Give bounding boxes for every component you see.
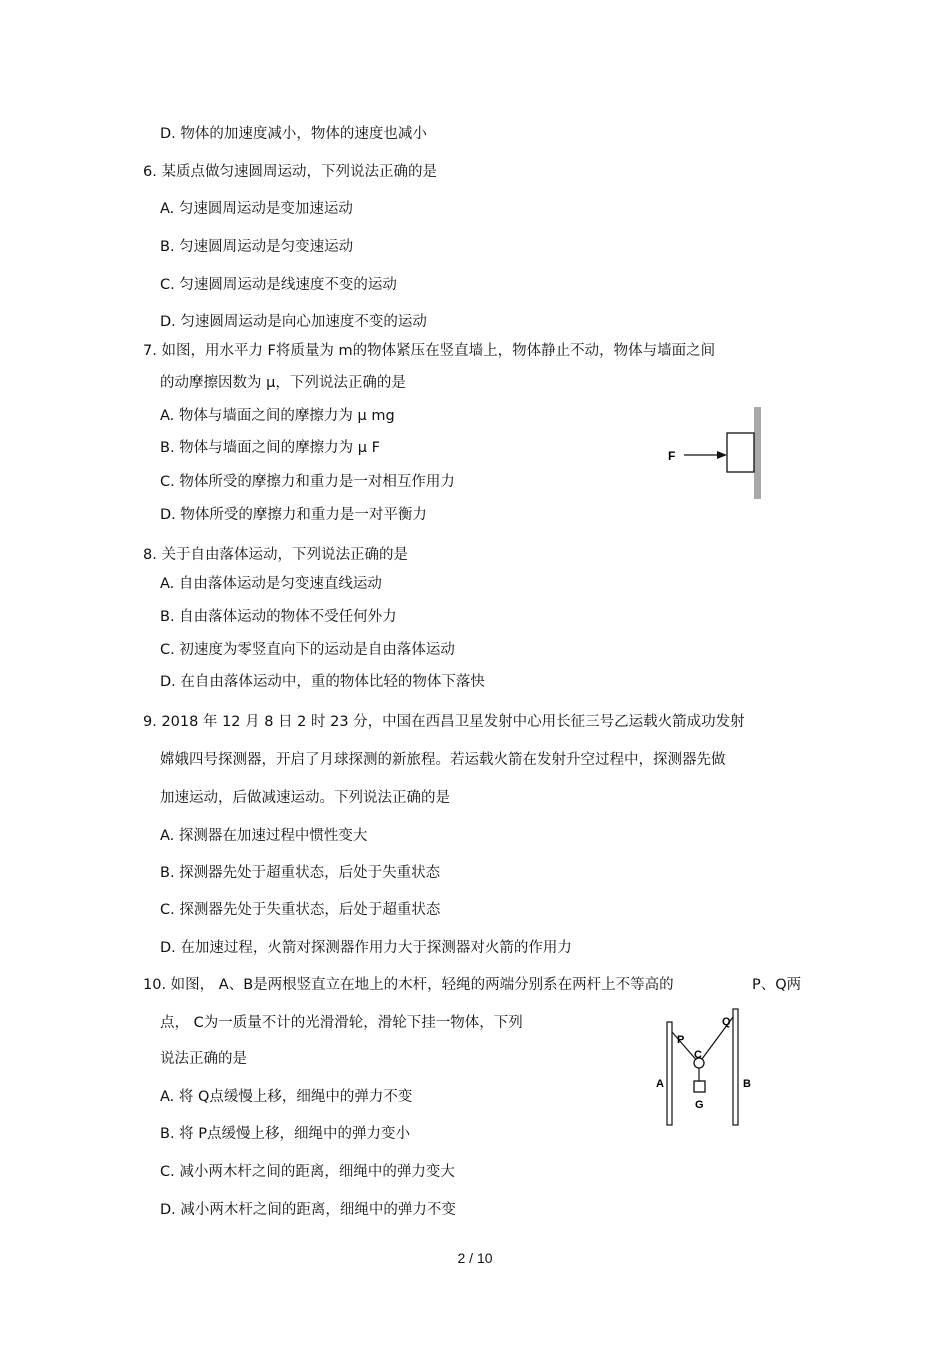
q10-option-b: B. 将 P点缓慢上移，细绳中的弹力变小 [160, 1126, 411, 1142]
q7-figure [660, 402, 770, 504]
q9-stem-line3: 加速运动，后做减速运动。下列说法正确的是 [160, 790, 450, 806]
q9-option-d: D. 在加速过程，火箭对探测器作用力大于探测器对火箭的作用力 [160, 940, 572, 956]
q7-stem-line1: 7. 如图，用水平力 F将质量为 m的物体紧压在竖直墙上，物体静止不动，物体与墙面之间 [143, 343, 716, 359]
label-g: G [695, 1099, 704, 1111]
block [727, 433, 754, 472]
label-c: C [694, 1049, 702, 1061]
q7-option-d: D. 物体所受的摩擦力和重力是一对平衡力 [160, 507, 427, 523]
q9-option-c: C. 探测器先处于失重状态，后处于超重状态 [160, 902, 441, 918]
q9-stem-line1: 9. 2018 年 12 月 8 日 2 时 23 分，中国在西昌卫星发射中心用长征三号乙运载火箭成功发射 [143, 714, 745, 730]
wall [754, 407, 761, 499]
q6-option-b: B. 匀速圆周运动是匀变速运动 [160, 239, 354, 255]
q8-option-a: A. 自由落体运动是匀变速直线运动 [160, 576, 382, 592]
q10-stem-line1-end: P、Q两 [752, 977, 802, 993]
q7-option-c: C. 物体所受的摩擦力和重力是一对相互作用力 [160, 474, 455, 490]
q6-option-d: D. 匀速圆周运动是向心加速度不变的运动 [160, 314, 427, 330]
force-label: F [668, 449, 676, 463]
q5-option-d: D. 物体的加速度减小，物体的速度也减小 [160, 126, 427, 142]
pole-b [733, 1009, 738, 1125]
pole-a [667, 1022, 672, 1125]
q8-option-c: C. 初速度为零竖直向下的运动是自由落体运动 [160, 642, 455, 658]
q9-option-a: A. 探测器在加速过程中惯性变大 [160, 828, 368, 844]
q8-option-b: B. 自由落体运动的物体不受任何外力 [160, 609, 397, 625]
weight [694, 1081, 705, 1092]
q7-option-b: B. 物体与墙面之间的摩擦力为 μ F [160, 440, 380, 456]
q10-option-c: C. 减小两木杆之间的距离，细绳中的弹力变大 [160, 1164, 455, 1180]
q8-option-d: D. 在自由落体运动中，重的物体比轻的物体下落快 [160, 674, 485, 690]
q10-stem-line1: 10. 如图， A、B是两根竖直立在地上的木杆，轻绳的两端分别系在两杆上不等高的 [143, 977, 674, 993]
q6-option-a: A. 匀速圆周运动是变加速运动 [160, 201, 353, 217]
q10-option-d: D. 减小两木杆之间的距离，细绳中的弹力不变 [160, 1202, 456, 1218]
q6-stem: 6. 某质点做匀速圆周运动，下列说法正确的是 [143, 164, 437, 180]
label-p: P [677, 1034, 685, 1046]
q7-stem-line2: 的动摩擦因数为 μ，下列说法正确的是 [160, 375, 406, 391]
q10-figure [650, 1005, 760, 1130]
q6-option-c: C. 匀速圆周运动是线速度不变的运动 [160, 277, 397, 293]
q9-stem-line2: 嫦娥四号探测器，开启了月球探测的新旅程。若运载火箭在发射升空过程中，探测器先做 [160, 752, 726, 768]
label-b: B [743, 1078, 751, 1090]
q8-stem: 8. 关于自由落体运动，下列说法正确的是 [143, 547, 408, 563]
q10-stem-line2: 点， C为一质量不计的光滑滑轮，滑轮下挂一物体，下列 [160, 1015, 523, 1031]
force-arrow-head [717, 451, 727, 459]
label-q: Q [722, 1016, 731, 1028]
q10-option-a: A. 将 Q点缓慢上移，细绳中的弹力不变 [160, 1089, 413, 1105]
page-number: 2 / 10 [457, 1250, 493, 1266]
label-a: A [656, 1078, 664, 1090]
q10-stem-line3: 说法正确的是 [160, 1051, 247, 1067]
q7-option-a: A. 物体与墙面之间的摩擦力为 μ mg [160, 408, 395, 424]
q9-option-b: B. 探测器先处于超重状态，后处于失重状态 [160, 865, 441, 881]
